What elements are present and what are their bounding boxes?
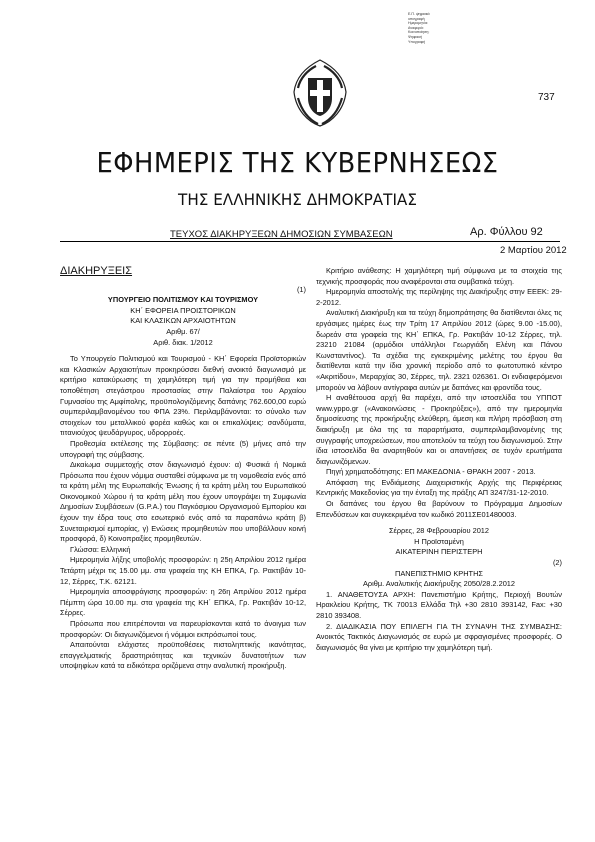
stamp-line: Ε.Π. ψηφιακά: [408, 12, 430, 16]
issue-date: 2 Μαρτίου 2012: [500, 245, 567, 256]
paragraph: Η αναθέτουσα αρχή θα παρέχει, από την ιστοσελίδα του ΥΠΠΟΤ www.yppo.gr («Ανακοινώσεις - Προκηρύξεις»), από την ημερομηνία δημοσίευσης της προκήρυξης ελεύθερη, άμεση και πλήρη πρόσβαση στη διακήρυξη με όλα της τα παραρτήματα, συμπεριλαμβανομένης της συγγραφής υποχρεώσεων, που αποτελούν τα τεύχη του διαγωνισμού. Στην ίδια ιστοσελίδα θα αναρτηθούν και οι απαντήσεις σε τυχόν ερωτήματα διαγωνιζόμενων.: [316, 393, 562, 466]
right-column: [316, 266, 562, 653]
signature-place-date: Σέρρες, 28 Φεβρουαρίου 2012: [388, 526, 490, 536]
header-divider: [60, 241, 560, 242]
paragraph: Απαιτούνται ελάχιστες προϋποθέσεις πιστοληπτικής ικανότητας, επαγγελματικής δραστηριότητας και τεχνικών δυνατοτήτων των υποψηφίων κατά τα ειδικότερα οριζόμενα στην αναλυτική προκήρυξη.: [60, 640, 306, 671]
ministry-name: ΥΠΟΥΡΓΕΙΟ ΠΟΛΙΤΙΣΜΟΥ ΚΑΙ ΤΟΥΡΙΣΜΟΥ: [107, 295, 259, 305]
paragraph: Αναλυτική Διακήρυξη και τα τεύχη δημοπράτησης θα διατίθενται όλες τις εργάσιμες ημέρες έως την Τρίτη 17 Απριλίου 2012 (ώρες 9.00 -15.00), δωρεάν στα γραφεία της ΚΗ΄ ΕΠΚΑ, Γρ. Ρακτιβάν 10-12 Σέρρες, τηλ. 23210 21084 (αρμόδιοι υπάλληλοι Γεωργιάδη Ελένη και Πάνου Κωνσταντίνος). Τα σχέδια της εγκεκριμένης μελέτης του έργου θα διατίθενται κατά την ίδια χρονική περίοδο από το φωτοτυπικό κέντρο «Ακριτίδου», Μεραρχίας 30, Σέρρες, τηλ. 2321 026361. Οι ενδιαφερόμενοι μπορούν να λάβουν αντίγραφα αυτών με δαπάνες και φροντίδα τους.: [316, 308, 562, 392]
stamp-line: Υπογραφή: [408, 39, 426, 44]
digital-signature-stamp: [408, 12, 478, 44]
authority-line: ΚΑΙ ΚΛΑΣΙΚΩΝ ΑΡΧΑΙΟΤΗΤΩΝ: [130, 316, 236, 326]
gazette-subtitle: ΤΗΣ ΕΛΛΗΝΙΚΗΣ ΔΗΜΟΚΡΑΤΙΑΣ: [178, 190, 417, 209]
paragraph: Προθεσμία εκτέλεσης της Σύμβασης: σε πέντε (5) μήνες από την υπογραφή της σύμβασης.: [60, 438, 306, 459]
reference-number: Αριθμ. 67/: [166, 326, 200, 336]
stamp-line: υπογραφή: [408, 16, 425, 21]
left-column: [60, 266, 306, 672]
paragraph: Οι δαπάνες του έργου θα βαρύνουν το Πρόγραμμα Δημοσίων Επενδύσεων και συγκεκριμένα τον κωδικό 2011ΣΕ01480003.: [316, 499, 562, 519]
section-heading: ΔΙΑΚΗΡΥΞΕΙΣ: [60, 265, 133, 277]
university-name: ΠΑΝΕΠΙΣΤΗΜΙΟ ΚΡΗΤΗΣ: [395, 568, 483, 578]
paragraph: Ημερομηνία λήξης υποβολής προσφορών: η 25η Απριλίου 2012 ημέρα Τετάρτη μέχρι τις 15.00 μμ. στα γραφεία της ΚΗ ΕΠΚΑ, Γρ. Ρακτιβάν 10-12, Σέρρες, Τ.Κ. 62121.: [60, 555, 306, 586]
paragraph: Πρόσωπα που επιτρέπονται να παρευρίσκονται κατά το άνοιγμα των προσφορών: Οι διαγωνιζόμενοι ή νόμιμοι εκπρόσωποί τους.: [60, 619, 306, 639]
paragraph: Ημερομηνία αποστολής της περίληψης της Διακήρυξης στην ΕΕΕΚ: 29-2-2012.: [316, 287, 562, 307]
stamp-line: Κοινοποίηση:: [408, 30, 430, 35]
paragraph: Ημερομηνία αποσφράγισης προσφορών: η 26η Απριλίου 2012 ημέρα Πέμπτη ώρα 10.00 πμ. στα γραφεία της ΚΗ΄ ΕΠΚΑ, Γρ. Ρακτιβάν 10-12, Σέρρες.: [60, 587, 306, 618]
page-number: 737: [538, 92, 555, 103]
issue-series: ΤΕΥΧΟΣ ΔΙΑΚΗΡΥΞΕΩΝ ΔΗΜΟΣΙΩΝ ΣΥΜΒΑΣΕΩΝ: [170, 229, 393, 240]
paragraph: Το Υπουργείο Πολιτισμού και Τουρισμού - ΚΗ΄ Εφορεία Προϊστορικών και Κλασικών Αρχαιοτήτων προκηρύσσει διεθνή ανοικτό διαγωνισμό με κριτήριο κατακύρωσης τη χαμηλότερη τιμή για την προμήθεια και τοποθέτηση στεγάστρου προστασίας στην Παλαίστρα του Αρχαίου Γυμνασίου της Αμφίπολης, προϋπολογιζόμενης δαπάνης 762.600,00 ευρώ συμπεριλαμβανομένου του ΦΠΑ 23%. Περιλαμβάνονται: το σύνολο των στοιχείων του μεταλλικού φορέα καθώς και οι επικαλύψεις: σανδύματα, τιτανιούχος ψευδάργυρος, υδρορροές.: [60, 354, 306, 438]
authority-line: ΚΗ΄ ΕΦΟΡΕΙΑ ΠΡΟΙΣΤΟΡΙΚΩΝ: [130, 305, 236, 315]
paragraph: Κριτήριο ανάθεσης: Η χαμηλότερη τιμή σύμφωνα με τα στοιχεία της τεχνικής προσφοράς που αναφέρονται στα συμβατικά τεύχη.: [316, 266, 562, 286]
paragraph: Πηγή χρηματοδότησης: ΕΠ ΜΑΚΕΔΟΝΙΑ - ΘΡΑΚΗ 2007 - 2013.: [326, 467, 536, 477]
notice-reference: Αριθμ. Αναλυτικής Διακήρυξης 2050/28.2.2012: [362, 579, 516, 589]
gazette-title: ΕΦΗΜΕΡΙΣ ΤΗΣ ΚΥΒΕΡΝΗΣΕΩΣ: [96, 146, 499, 179]
paragraph: 1. ΑΝΑΘΕΤΟΥΣΑ ΑΡΧΗ: Πανεπιστήμιο Κρήτης, Περιοχή Βουτών Ηρακλείου Κρήτης, ΤΚ 70013 Ελλάδα Τηλ +30 2810 393142, Fax: +30 2810 393408.: [316, 589, 562, 620]
notice-number: (1): [296, 284, 306, 294]
stamp-line: Ψηφιακή: [408, 34, 423, 39]
greek-emblem-icon: [290, 58, 350, 128]
stamp-line: Ημερομηνία:: [408, 21, 429, 26]
signature-name: ΑΙΚΑΤΕΡΙΝΗ ΠΕΡΙΣΤΕΡΗ: [395, 547, 483, 557]
paragraph: 2. ΔΙΑΔΙΚΑΣΙΑ ΠΟΥ ΕΠΙΛΕΓΗ ΓΙΑ ΤΗ ΣΥΝΑΨΗ ΤΗΣ ΣΥΜΒΑΣΗΣ: Ανοικτός Τακτικός Διαγωνισμός σε ευρώ με σφραγισμένες προσφορές. Ο διαγωνισμός θα γίνει με κριτήριο την χαμηλότερη τιμή.: [316, 621, 562, 652]
notice-reference: Αριθ. διακ. 1/2012: [153, 337, 213, 347]
stamp-line: Αναφορά:: [408, 25, 424, 30]
paragraph: Δικαίωμα συμμετοχής στον διαγωνισμό έχουν: α) Φυσικά ή Νομικά Πρόσωπα που έχουν νόμιμα συσταθεί σύμφωνα με τη νομοθεσία ενός από τα κράτη μέλη της Ευρωπαϊκής Ένωσης ή τα κράτη μέλη του Ευρωπαϊκού Οικονομικού Χώρου ή τα κράτη μέλη που έχουν υπογράψει τη Συμφωνία Δημοσίων Συμβάσεων (G.P.A.) του Παγκόσμιου Οργανισμού Εμπορίου και έχουν την έδρα τους στο εσωτερικό ενός από τα παραπάνω κράτη β) Συνεταιρισμοί εμπορίας, γ) Ενώσεις προμηθευτών που υποβάλλουν κοινή προσφορά, δ) Κοινοπραξίες προμηθευτών.: [60, 460, 306, 544]
paragraph: Απόφαση της Ενδιάμεσης Διαχειριστικής Αρχής της Περιφέρειας Κεντρικής Μακεδονίας για την ένταξη της πράξης ΑΠ 3247/31-12-2010.: [316, 477, 562, 498]
paragraph: Γλώσσα: Ελληνική: [70, 544, 131, 554]
signature-role: Η Προϊσταμένη: [414, 536, 464, 546]
notice-number: (2): [552, 558, 562, 568]
sheet-number: Αρ. Φύλλου 92: [470, 226, 543, 238]
